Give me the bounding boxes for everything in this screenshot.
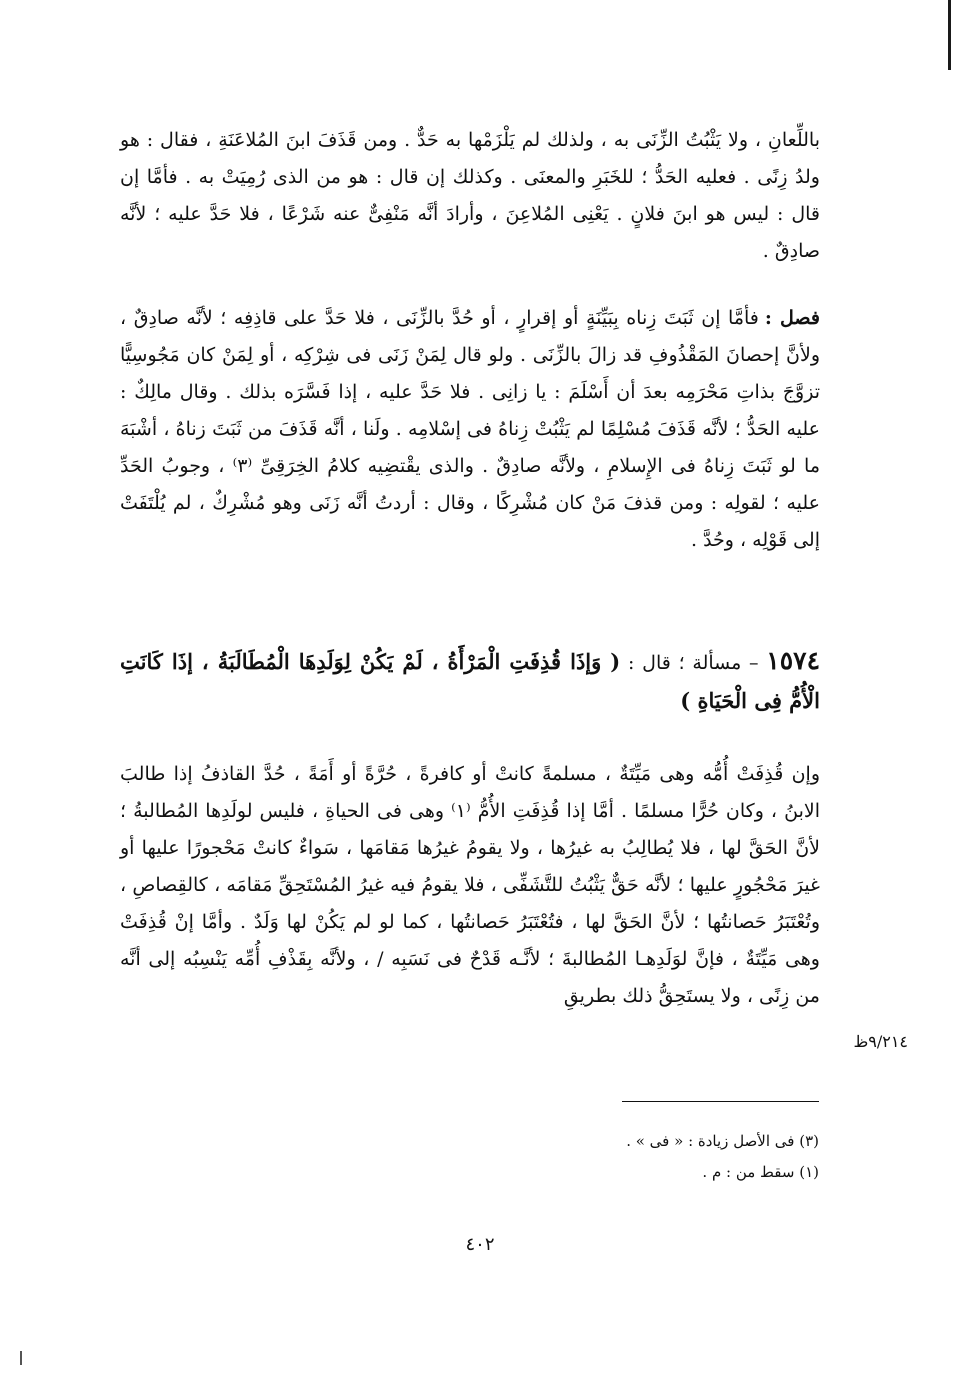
- footnote-item: (٣) فى الأصل زيادة : « فى » .: [626, 1132, 819, 1150]
- paragraph-text: [120, 300, 820, 559]
- masala-number: ١٥٧٤: [766, 646, 821, 675]
- margin-folio-note: ٩/٢١٤ظ: [853, 1032, 908, 1051]
- masala-intro: – مسألة ؛ قال :: [628, 652, 759, 674]
- paragraph-mother-slander: [120, 756, 820, 1015]
- paragraph-fasl: [120, 300, 820, 559]
- footnotes: [420, 1126, 819, 1188]
- paragraph-text: وإن قُذِفَتْ أُمُّه وهى مَيِّتَةٌ ، مسلمةً كانتْ أو كافرةً ، حُرَّةً أو أَمَةً ، حُدَّ القاذفُ إذا طالبَ الابنُ ، وكان حُرًّا مسلمًا . أمَّا إذا قُذِفَتِ الأُمُّ ⁽١⁾ وهى فى الحياةِ ، فليس لولَدِها المُطالبةُ ؛ لأنَّ الحَقَّ لها ، فلا يُطالِبُ به غيرُها ، ولا يقومُ غيرُها مَقامَها ، سَواءٌ كانتْ مَحْجورًا عليها أو غيرَ مَحْجُورٍ عليها ؛ لأنَّه حَقٌّ يَثْبُتُ للتَّشَفِّى ، فلا يقومُ فيه غيرُ المُسْتَحِقِّ مَقامَه ، كالقِصاصِ ، وتُعْتَبَرُ حَصانتُها ؛ لأنَّ الحَقَّ لها ، فتُعْتَبَرُ حَصانتُها ، كما لو لم يَكُنْ لها وَلَدٌ . وأمَّا إنْ قُذِفَتْ وهى مَيِّتَةٌ ، فإنَّ لوَلَدِهـا المُطالبةَ ؛ لأنَّـه قَدْحٌ فى نَسَبِه / ، ولأنَّه بِقَذْفِ أُمِّه يَنْسِبُه إلى أنَّه من زِنًى ، ولا يستَحِقُّ ذلك بطريقِ: [120, 763, 820, 1007]
- masala-quote: ( وَإذَا قُذِفَتِ الْمَرْأَةُ ، لَمْ يَكُنْ لِوَلَدِهَا الْمُطَالَبَةُ ، إذَا كَانَتِ الْأُمُّ فِى الْحَيَاةِ ): [120, 649, 820, 713]
- footnote-item: (١) سقط من : م .: [702, 1163, 819, 1181]
- page-number: ٤٠٢: [465, 1234, 495, 1255]
- scan-speck: [20, 1351, 22, 1365]
- footnote-divider: [622, 1101, 819, 1102]
- paragraph-text: باللِّعانِ ، ولا يَثْبُتُ الزِّنَى به ، ولذلك لم يَلْزَمْها به حَدٌّ . ومن قَذَفَ ابنَ المُلاعَنَةِ ، فقال : هو ولدُ زِنًى . فعليه الحَدُّ ؛ للخَبَرِ والمعنَى . وكذلك إن قال : هو من الذى رُمِيَتْ به . فأمَّا إن قال : ليس هو ابنَ فلانٍ . يَعْنِى المُلاعِنَ ، وأرادَ أنَّه مَنْفِىٌّ عنه شَرْعًا ، فلا حَدَّ عليه ؛ لأنَّه صادِقٌ .: [120, 129, 820, 262]
- masala-line: [120, 642, 820, 721]
- fasl-heading: فصل :: [764, 307, 820, 329]
- scan-edge-mark: [948, 0, 951, 70]
- fasl-body: فأمَّا إن ثَبَتَ زِناه بِبَيِّنَةٍ أو إقرارٍ ، أو حُدَّ بالزِّنَى ، فلا حَدَّ على قاذِفِه ؛ لأنَّه صادِقٌ ، ولأنَّ إحصانَ المَقْذُوفِ قد زالَ بالزِّنَى . ولو قال لِمَنْ زَنَى فى شِرْكِه ، أو لِمَنْ كان مَجُوسِيًّا تزوَّجَ بذاتِ مَحْرَمِه بعدَ أن أَسْلَمَ : يا زانِى . فلا حَدَّ عليه ، إذا فَسَّرَه بذلك . وقال مالِكٌ : عليه الحَدُّ ؛ لأنَّه قَذَفَ مُسْلِمًا لم يَثْبُتْ زِناهُ فى إسْلامِه . ولَنا ، أنَّه قَذَفَ من ثَبَتَ زناهُ ، أشْبَهَ ما لو ثَبَتَ زِناهُ فى الإِسلامِ ، ولأنَّه صادِقٌ . والذى يقْتضِيه كلامُ الخِرَقِىِّ ⁽٣⁾ ، وجوبُ الحَدِّ عليه ؛ لقولِه : ومن قذفَ مَنْ كان مُشْرِكًا ، وقال : أردتُ أنَّه زَنَى وهو مُشْرِكٌ ، لم يُلْتَفَتْ إلى قَوْلِه ، وحُدَّ .: [120, 307, 820, 551]
- paragraph-lian: [120, 122, 820, 270]
- masala-heading: [120, 642, 820, 721]
